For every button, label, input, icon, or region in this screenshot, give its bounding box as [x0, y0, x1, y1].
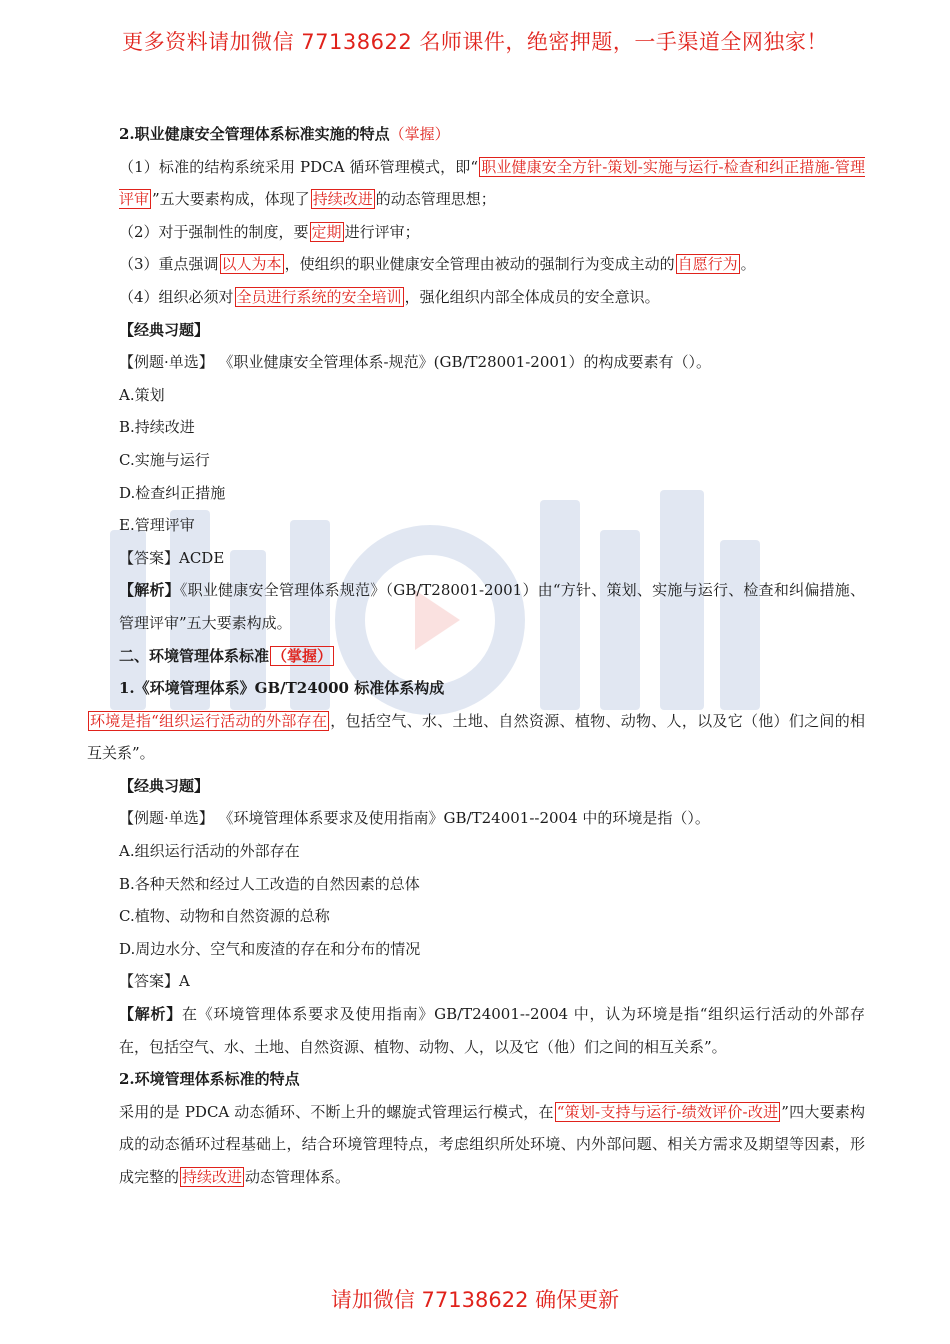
- highlight-box: 以人为本: [221, 255, 282, 274]
- paragraph-feature-3: （3）重点强调 以人为本 ，使组织的职业健康安全管理由被动的强制行为变成主动的 自愿行为 。: [119, 255, 756, 274]
- header-promo-banner: 更多资料请加微信 77138622 名师课件，绝密押题，一手渠道全网独家！: [122, 30, 828, 54]
- option-b: B.持续改进: [119, 418, 195, 437]
- highlight-box: 职业健康安全方针-策划-实施与运行-检查和纠正措施-管理评审: [119, 157, 865, 209]
- highlight-box: 自愿行为: [677, 255, 738, 274]
- option-b: B.各种天然和经过人工改造的自然因素的总体: [119, 874, 420, 893]
- mastery-tag: （掌握）: [389, 125, 450, 143]
- highlight-box: 定期: [311, 222, 342, 241]
- analysis: 【解析】《职业健康安全管理体系规范》（GB/T28001-2001）由“方针、策划、实施与运行、检查和纠偏措施、管理评审”五大要素构成。: [119, 581, 865, 632]
- part-heading-environment: 二、环境管理体系标准 （掌握）: [119, 646, 333, 665]
- highlight-box: 全员进行系统的安全培训: [236, 287, 402, 306]
- option-c: C.实施与运行: [119, 450, 210, 469]
- mastery-tag: （掌握）: [272, 646, 333, 665]
- option-a: A.策划: [119, 385, 165, 404]
- exercise-question: 【例题·单选】 《环境管理体系要求及使用指南》GB/T24001--2004 中的环境是指（）。: [119, 809, 710, 828]
- option-d: D.周边水分、空气和废渣的存在和分布的情况: [119, 939, 421, 958]
- highlight-box: 持续改进: [182, 1168, 243, 1186]
- paragraph-feature-2: （2）对于强制性的制度，要 定期 进行评审；: [119, 222, 420, 241]
- section-heading-ems-features: 2.环境管理体系标准的特点: [119, 1070, 300, 1089]
- footer-promo-banner: 请加微信 77138622 确保更新: [330, 1288, 620, 1312]
- option-d: D.检查纠正措施: [119, 483, 226, 502]
- exercise-question: 【例题·单选】 《职业健康安全管理体系-规范》(GB/T28001-2001）的构成要素有（）。: [119, 353, 711, 372]
- option-a: A.组织运行活动的外部存在: [119, 842, 300, 861]
- exercise-heading: 【经典习题】: [119, 776, 210, 795]
- subsection-heading-composition: 1.《环境管理体系》GB/T24000 标准体系构成: [119, 679, 445, 698]
- answer: 【答案】A: [119, 972, 190, 991]
- exercise-heading: 【经典习题】: [119, 320, 210, 339]
- paragraph-feature-4: （4）组织必须对 全员进行系统的安全培训 ，强化组织内部全体成员的安全意识。: [119, 287, 660, 306]
- answer: 【答案】ACDE: [119, 548, 225, 567]
- highlight-box: 环境是指“组织运行活动的外部存在: [90, 711, 328, 730]
- paragraph-feature-1: （1）标准的结构系统采用 PDCA 循环管理模式，即“ 职业健康安全方针-策划-实施与运行-检查和纠正措施-管理评审 ”五大要素构成，体现了 持续改进 的动态管理思想；: [119, 157, 865, 209]
- highlight-box: 持续改进: [312, 190, 373, 209]
- document-body: [87, 118, 865, 1194]
- option-c: C.植物、动物和自然资源的总称: [119, 907, 330, 926]
- paragraph-ems-features: 采用的是 PDCA 动态循环、不断上升的螺旋式管理运行模式，在 “策划-支持与运行-绩效评价-改进 ”四大要素构成的动态循环过程基础上，结合环境管理特点，考虑组织所处环境、内外部问题、相关方需求及期望等因素，形成完整的 持续改进 动态管理体系。: [119, 1102, 866, 1186]
- option-e: E.管理评审: [119, 516, 195, 535]
- paragraph-environment-definition: 环境是指“组织运行活动的外部存在 ，包括空气、水、土地、自然资源、植物、动物、人，以及它（他）们之间的相互关系”。: [87, 711, 865, 763]
- section-heading-ohs-features: 2.职业健康安全管理体系标准实施的特点（掌握）: [119, 125, 450, 143]
- highlight-box: “策划-支持与运行-绩效评价-改进: [556, 1102, 779, 1121]
- analysis: 【解析】在《环境管理体系要求及使用指南》GB/T24001--2004 中，认为环境是指“组织运行活动的外部存在，包括空气、水、土地、自然资源、植物、动物、人，以及它（他）们之间的相互关系”。: [119, 1005, 865, 1056]
